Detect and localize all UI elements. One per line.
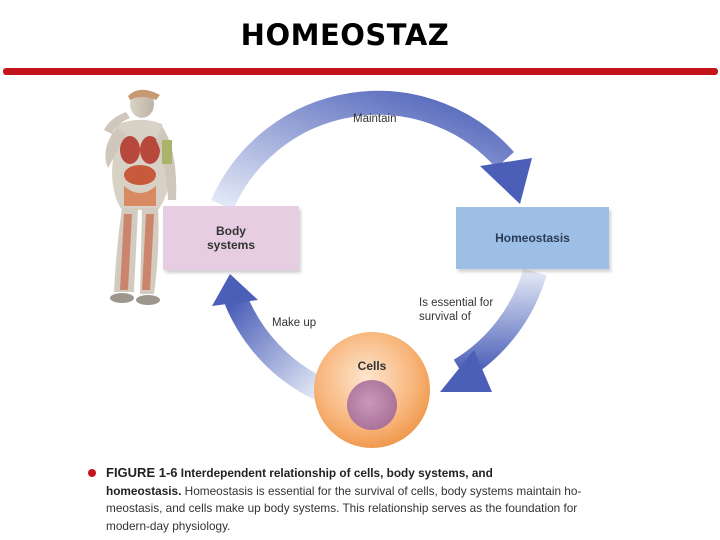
cells-label: Cells bbox=[357, 359, 387, 373]
page-title: HOMEOSTAZ bbox=[240, 18, 450, 52]
caption-heading-part1: Interdependent relationship of cells, body systems, and bbox=[180, 466, 493, 480]
figure-caption bbox=[90, 464, 610, 535]
maintain-label: Maintain bbox=[353, 113, 397, 125]
caption-heading-part2: homeostasis. bbox=[106, 483, 182, 498]
makeup-arrow bbox=[212, 274, 322, 390]
homeostasis-box bbox=[456, 207, 609, 269]
body-systems-label-line1: Body bbox=[215, 224, 246, 238]
caption-body-line1: Homeostasis is essential for the survival of cells, body systems maintain ho- bbox=[181, 483, 582, 498]
caption-body-line3: modern-day physiology. bbox=[106, 518, 231, 533]
homeostasis-label: Homeostasis bbox=[495, 231, 570, 245]
essential-label-line1: Is essential for bbox=[419, 297, 494, 309]
body-systems-label-line2: systems bbox=[206, 238, 256, 252]
essential-label bbox=[419, 296, 493, 324]
makeup-label: Make up bbox=[272, 317, 317, 329]
essential-arrow bbox=[440, 272, 535, 392]
caption-body-line2: meostasis, and cells make up body systems. This relationship serves as the foundation for bbox=[106, 501, 578, 515]
essential-label-line2: survival of bbox=[419, 311, 471, 323]
cell-illustration-icon bbox=[314, 332, 430, 448]
body-systems-box bbox=[163, 206, 299, 270]
figure-label: FIGURE 1-6 bbox=[106, 465, 178, 480]
human-anatomy-figure-icon bbox=[104, 90, 176, 305]
